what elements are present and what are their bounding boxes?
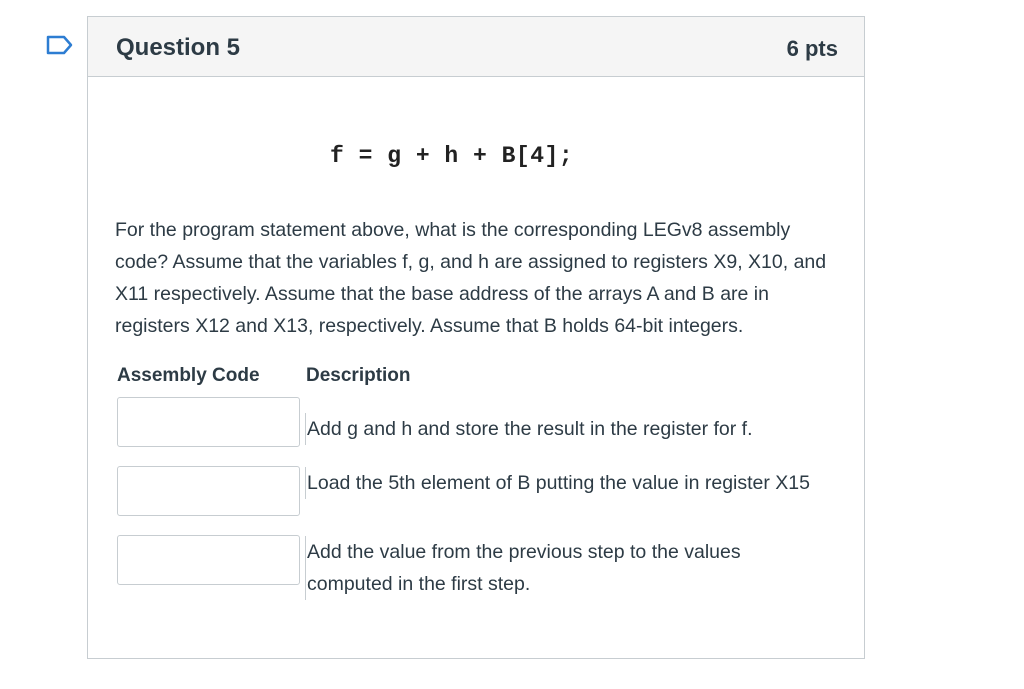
question-title: Question 5 (116, 34, 241, 61)
answer-input-2[interactable] (117, 466, 300, 516)
description-row-1: Add g and h and store the result in the register for f. (305, 413, 827, 445)
question-prompt: For the program statement above, what is the corresponding LEGv8 assembly code? Assume that the variables f, g, and h are assigned to registers X9, X10, and X11 respectively. Assume that the base address of the arrays A and B are in registers X12 and X13, respectively. Assume that B holds 64-bit integers. (115, 219, 827, 337)
question-header (88, 17, 864, 77)
question-points: 6 pts (786, 36, 838, 61)
code-statement: f = g + h + B[4]; (330, 143, 574, 169)
description-header: Description (306, 365, 411, 386)
answer-input-3[interactable] (117, 535, 300, 585)
bookmark-flag-icon[interactable] (46, 35, 74, 55)
description-row-3: Add the value from the previous step to the values computed in the first step. (305, 536, 827, 600)
assembly-code-header: Assembly Code (117, 365, 260, 386)
description-row-2: Load the 5th element of B putting the value in register X15 (305, 467, 827, 499)
question-card (87, 16, 865, 659)
answer-input-1[interactable] (117, 397, 300, 447)
